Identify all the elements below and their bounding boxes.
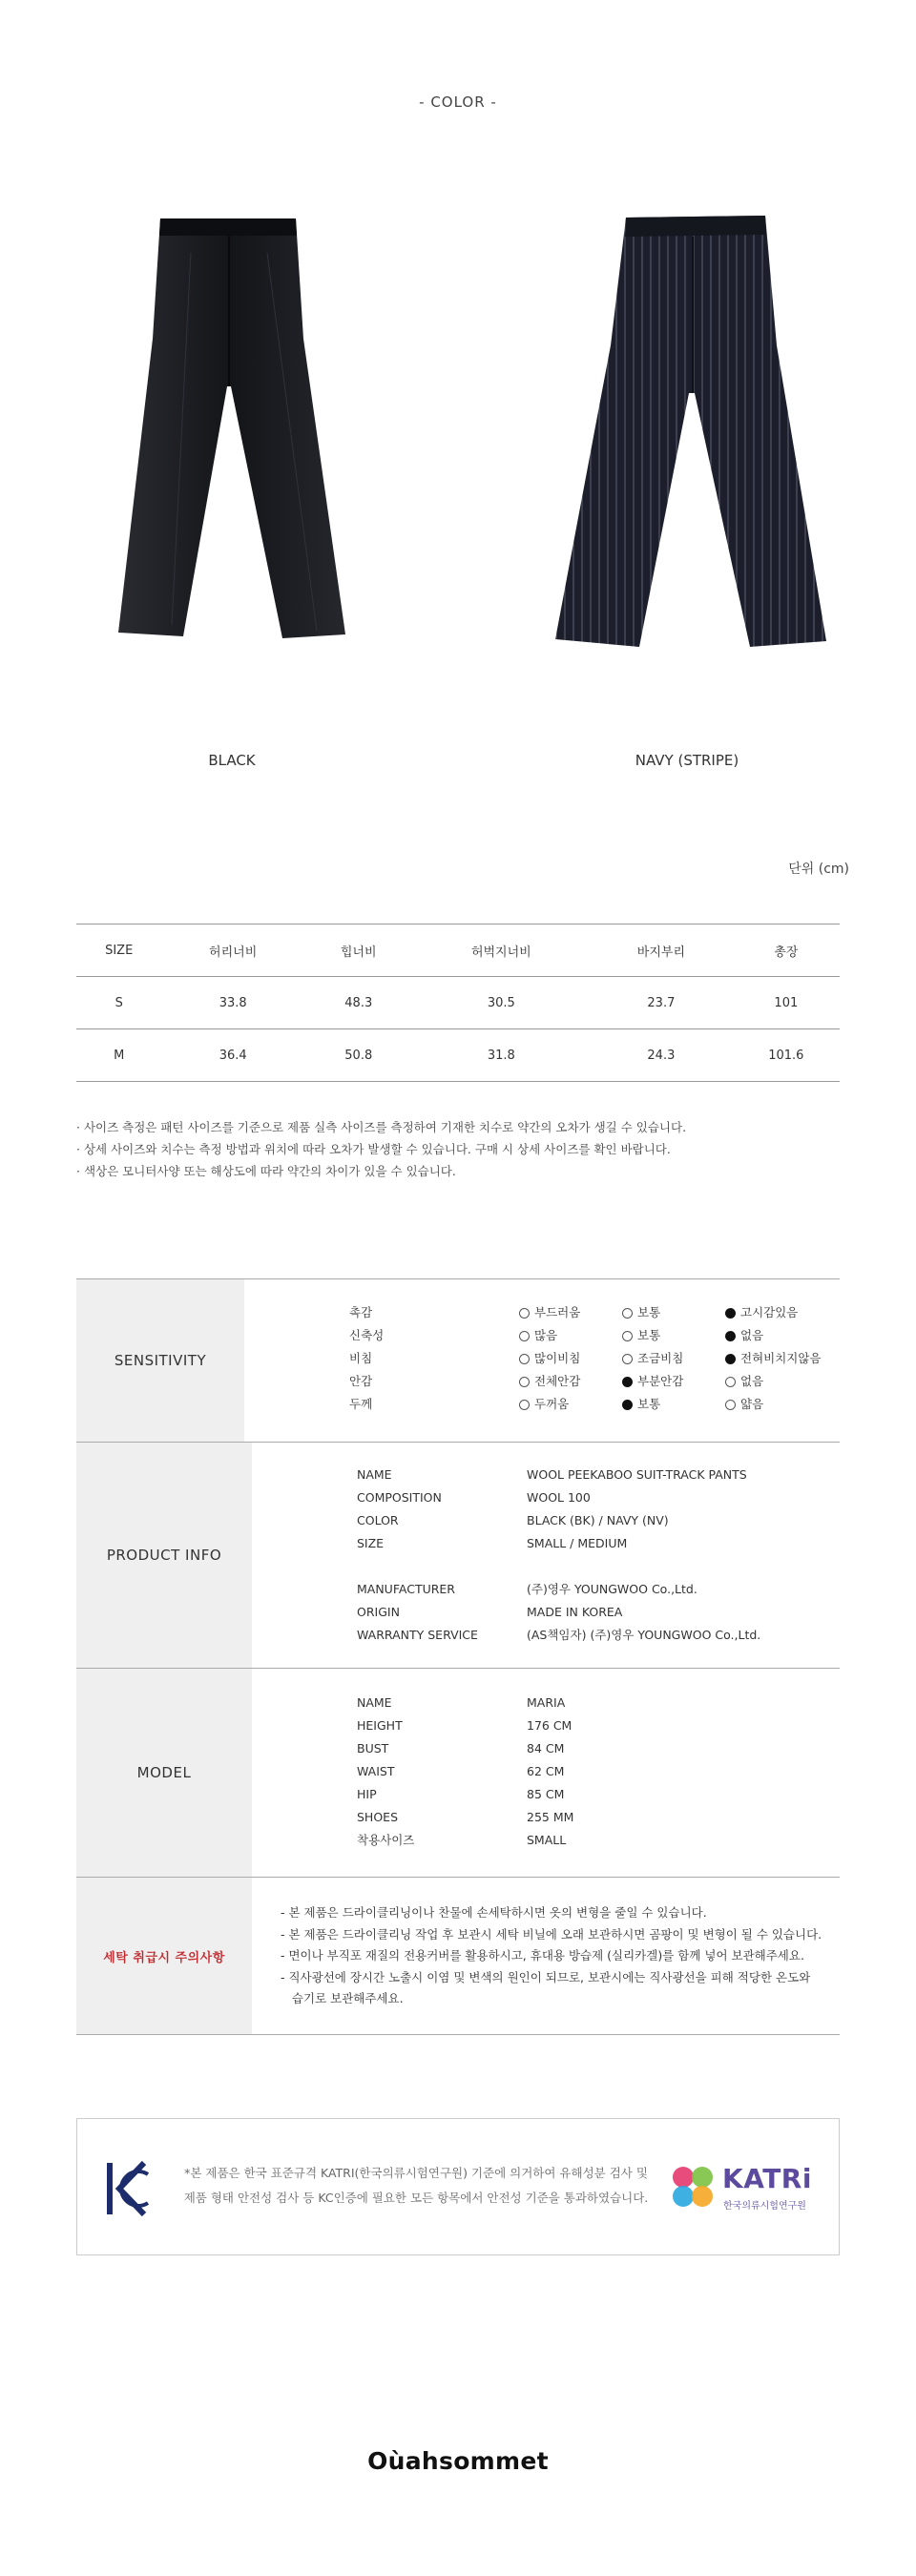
unselected-radio-icon — [519, 1308, 530, 1319]
unselected-radio-icon — [622, 1308, 633, 1319]
table-cell: 31.8 — [413, 1029, 591, 1082]
selected-radio-icon — [622, 1400, 633, 1410]
sensitivity-key: 비침 — [349, 1351, 373, 1365]
table-row — [76, 977, 840, 1029]
info-key: WARRANTY SERVICE — [357, 1628, 478, 1642]
sensitivity-option-label: 많이비침 — [534, 1351, 581, 1365]
selected-radio-icon — [725, 1331, 736, 1341]
model-key: WAIST — [357, 1764, 395, 1778]
model-row — [357, 1829, 840, 1852]
sensitivity-key: 안감 — [349, 1374, 373, 1388]
info-value: BLACK (BK) / NAVY (NV) — [527, 1513, 669, 1527]
sensitivity-option-label: 고시감있음 — [740, 1305, 799, 1319]
table-cell: 30.5 — [413, 977, 591, 1029]
info-key: NAME — [357, 1467, 392, 1482]
header-cell: 허벅지너비 — [413, 924, 591, 977]
sensitivity-row — [349, 1301, 840, 1324]
care-line: - 직사광선에 장시간 노출시 이염 및 변색의 원인이 되므로, 보관시에는 직사광선을 피해 적당한 온도와 — [281, 1969, 811, 1984]
model-row — [357, 1760, 840, 1783]
info-row — [357, 1624, 840, 1647]
care-line: - 본 제품은 드라이클리닝 작업 후 보관시 세탁 비닐에 오래 보관하시면 곰팡이 및 변형이 될 수 있습니다. — [281, 1926, 822, 1942]
sensitivity-row — [349, 1324, 840, 1347]
selected-radio-icon — [725, 1308, 736, 1319]
product-info-section — [76, 1443, 840, 1669]
table-cell: 33.8 — [161, 977, 304, 1029]
info-row — [357, 1578, 840, 1601]
sensitivity-option-label: 보통 — [637, 1305, 661, 1319]
care-section — [76, 1878, 840, 2035]
table-cell: 23.7 — [590, 977, 733, 1029]
sensitivity-option — [519, 1393, 622, 1416]
sensitivity-key: 신축성 — [349, 1328, 385, 1342]
unselected-radio-icon — [519, 1377, 530, 1387]
sensitivity-section — [76, 1279, 840, 1443]
model-key: HIP — [357, 1787, 377, 1801]
model-content — [252, 1669, 840, 1877]
model-value: SMALL — [527, 1833, 567, 1847]
info-row — [357, 1532, 840, 1555]
certification-line: 제품 형태 안전성 검사 등 KC인증에 필요한 모든 항목에서 안전성 기준을 통과하였습니다. — [183, 2191, 649, 2205]
note-line: · 사이즈 측정은 패턴 사이즈를 기준으로 제품 실측 사이즈를 측정하여 기재한 치수로 약간의 오차가 생길 수 있습니다. — [76, 1120, 687, 1134]
model-label: MODEL — [76, 1669, 252, 1877]
sensitivity-key: 촉감 — [349, 1305, 373, 1319]
info-row — [357, 1486, 840, 1509]
info-row — [357, 1509, 840, 1532]
table-cell: 50.8 — [304, 1029, 413, 1082]
info-value: SMALL / MEDIUM — [527, 1536, 628, 1550]
sensitivity-option — [519, 1324, 622, 1347]
model-row — [357, 1714, 840, 1737]
unselected-radio-icon — [622, 1354, 633, 1364]
size-table-header — [76, 924, 840, 977]
sensitivity-option — [519, 1301, 622, 1324]
sensitivity-option — [622, 1324, 725, 1347]
model-key: 착용사이즈 — [357, 1833, 415, 1847]
sensitivity-label: SENSITIVITY — [76, 1279, 244, 1442]
sensitivity-option — [519, 1370, 622, 1393]
certification-box — [76, 2118, 840, 2255]
model-value: MARIA — [527, 1695, 566, 1710]
sensitivity-option — [725, 1393, 840, 1416]
size-table — [76, 924, 840, 1082]
model-value: 255 MM — [527, 1810, 574, 1824]
model-value: 84 CM — [527, 1741, 565, 1755]
info-key: ORIGIN — [357, 1605, 400, 1619]
info-value: WOOL PEEKABOO SUIT-TRACK PANTS — [527, 1467, 747, 1482]
header-cell: 총장 — [733, 924, 840, 977]
black-pants-image — [105, 215, 353, 654]
unselected-radio-icon — [519, 1331, 530, 1341]
care-line: - 본 제품은 드라이클리닝이나 찬물에 손세탁하시면 옷의 변형을 줄일 수 있습니다. — [281, 1905, 707, 1920]
sensitivity-rows — [349, 1301, 840, 1416]
info-value: MADE IN KOREA — [527, 1605, 623, 1619]
model-key: NAME — [357, 1695, 392, 1710]
model-value: 85 CM — [527, 1787, 565, 1801]
info-row — [357, 1601, 840, 1624]
note-line: · 상세 사이즈와 치수는 측정 방법과 위치에 따라 오차가 발생할 수 있습니다. 구매 시 상세 사이즈를 확인 바랍니다. — [76, 1142, 671, 1156]
unselected-radio-icon — [725, 1400, 736, 1410]
sensitivity-option — [725, 1347, 840, 1370]
sensitivity-option — [519, 1347, 622, 1370]
navy-stripe-pants-image — [544, 212, 830, 660]
header-cell: 바지부리 — [590, 924, 733, 977]
sensitivity-option-label: 얇음 — [740, 1397, 764, 1411]
sensitivity-content — [244, 1279, 840, 1442]
table-cell: M — [76, 1029, 161, 1082]
sensitivity-key: 두께 — [349, 1397, 373, 1411]
product-info-table — [76, 1278, 840, 2035]
sensitivity-row — [349, 1393, 840, 1416]
model-row — [357, 1783, 840, 1806]
sensitivity-option-label: 조금비침 — [637, 1351, 684, 1365]
header-cell: 허리너비 — [161, 924, 304, 977]
selected-radio-icon — [725, 1354, 736, 1364]
model-key: BUST — [357, 1741, 389, 1755]
sensitivity-option-label: 없음 — [740, 1374, 764, 1388]
table-cell: S — [76, 977, 161, 1029]
care-content — [252, 1878, 840, 2034]
unit-label: 단위 (cm) — [788, 862, 849, 877]
header-cell: 힙너비 — [304, 924, 413, 977]
sensitivity-option-label: 많음 — [534, 1328, 558, 1342]
katri-subtitle: 한국의류시험연구원 — [723, 2201, 806, 2212]
product-info-content — [252, 1443, 840, 1668]
color-name-black: BLACK — [208, 752, 256, 769]
table-cell: 36.4 — [161, 1029, 304, 1082]
info-key: COLOR — [357, 1513, 399, 1527]
katri-name: KATRi — [722, 2163, 812, 2194]
table-cell: 101.6 — [733, 1029, 840, 1082]
unselected-radio-icon — [622, 1331, 633, 1341]
sensitivity-row — [349, 1347, 840, 1370]
info-key: SIZE — [357, 1536, 385, 1550]
sensitivity-option-label: 전혀비치지않음 — [740, 1351, 822, 1365]
brand-logo: Oùahsommet — [367, 2447, 549, 2475]
sensitivity-option-label: 보통 — [637, 1397, 661, 1411]
model-value: 176 CM — [527, 1718, 572, 1733]
unselected-radio-icon — [519, 1400, 530, 1410]
product-info-label: PRODUCT INFO — [76, 1443, 252, 1668]
care-label: 세탁 취급시 주의사항 — [76, 1878, 252, 2034]
sensitivity-option — [622, 1301, 725, 1324]
info-value: WOOL 100 — [527, 1490, 591, 1505]
info-row — [357, 1464, 840, 1486]
info-spacer — [357, 1555, 840, 1578]
note-line: · 색상은 모니터사양 또는 해상도에 따라 약간의 차이가 있을 수 있습니다. — [76, 1164, 456, 1178]
color-name-navy: NAVY (STRIPE) — [635, 752, 739, 769]
sensitivity-option — [725, 1324, 840, 1347]
sensitivity-option — [725, 1301, 840, 1324]
model-value: 62 CM — [527, 1764, 565, 1778]
care-line: 습기로 보관해주세요. — [281, 1991, 404, 2005]
sensitivity-option-label: 부드러움 — [534, 1305, 581, 1319]
table-cell: 101 — [733, 977, 840, 1029]
model-key: HEIGHT — [357, 1718, 403, 1733]
size-notes — [76, 1116, 686, 1182]
kc-logo-icon — [106, 2159, 150, 2218]
header-cell: SIZE — [76, 924, 161, 977]
sensitivity-option — [725, 1370, 840, 1393]
sensitivity-option — [622, 1370, 725, 1393]
model-key: SHOES — [357, 1810, 399, 1824]
model-section — [76, 1669, 840, 1878]
sensitivity-option-label: 보통 — [637, 1328, 661, 1342]
sensitivity-option-label: 부분안감 — [637, 1374, 684, 1388]
info-value: (주)영우 YOUNGWOO Co.,Ltd. — [527, 1582, 697, 1596]
katri-emblem-icon — [667, 2161, 718, 2212]
unselected-radio-icon — [725, 1377, 736, 1387]
sensitivity-option — [622, 1393, 725, 1416]
certification-line: *본 제품은 한국 표준규격 KATRI(한국의류시험연구원) 기준에 의거하여 유해성분 검사 및 — [184, 2166, 648, 2180]
info-value: (AS책임자) (주)영우 YOUNGWOO Co.,Ltd. — [527, 1628, 761, 1642]
sensitivity-option-label: 전체안감 — [534, 1374, 581, 1388]
table-cell: 48.3 — [304, 977, 413, 1029]
info-key: MANUFACTURER — [357, 1582, 455, 1596]
sensitivity-option-label: 없음 — [740, 1328, 764, 1342]
sensitivity-option-label: 두꺼움 — [534, 1397, 570, 1411]
table-cell: 24.3 — [590, 1029, 733, 1082]
selected-radio-icon — [622, 1377, 633, 1387]
model-row — [357, 1737, 840, 1760]
sensitivity-option — [622, 1347, 725, 1370]
model-row — [357, 1692, 840, 1714]
model-row — [357, 1806, 840, 1829]
color-section-title: - COLOR - — [419, 93, 497, 111]
care-line: - 면이나 부직포 재질의 전용커버를 활용하시고, 휴대용 방습제 (실리카겔)를 함께 넣어 보관해주세요. — [281, 1948, 804, 1963]
sensitivity-row — [349, 1370, 840, 1393]
certification-text — [182, 2161, 650, 2211]
info-key: COMPOSITION — [357, 1490, 442, 1505]
table-row — [76, 1029, 840, 1082]
unselected-radio-icon — [519, 1354, 530, 1364]
